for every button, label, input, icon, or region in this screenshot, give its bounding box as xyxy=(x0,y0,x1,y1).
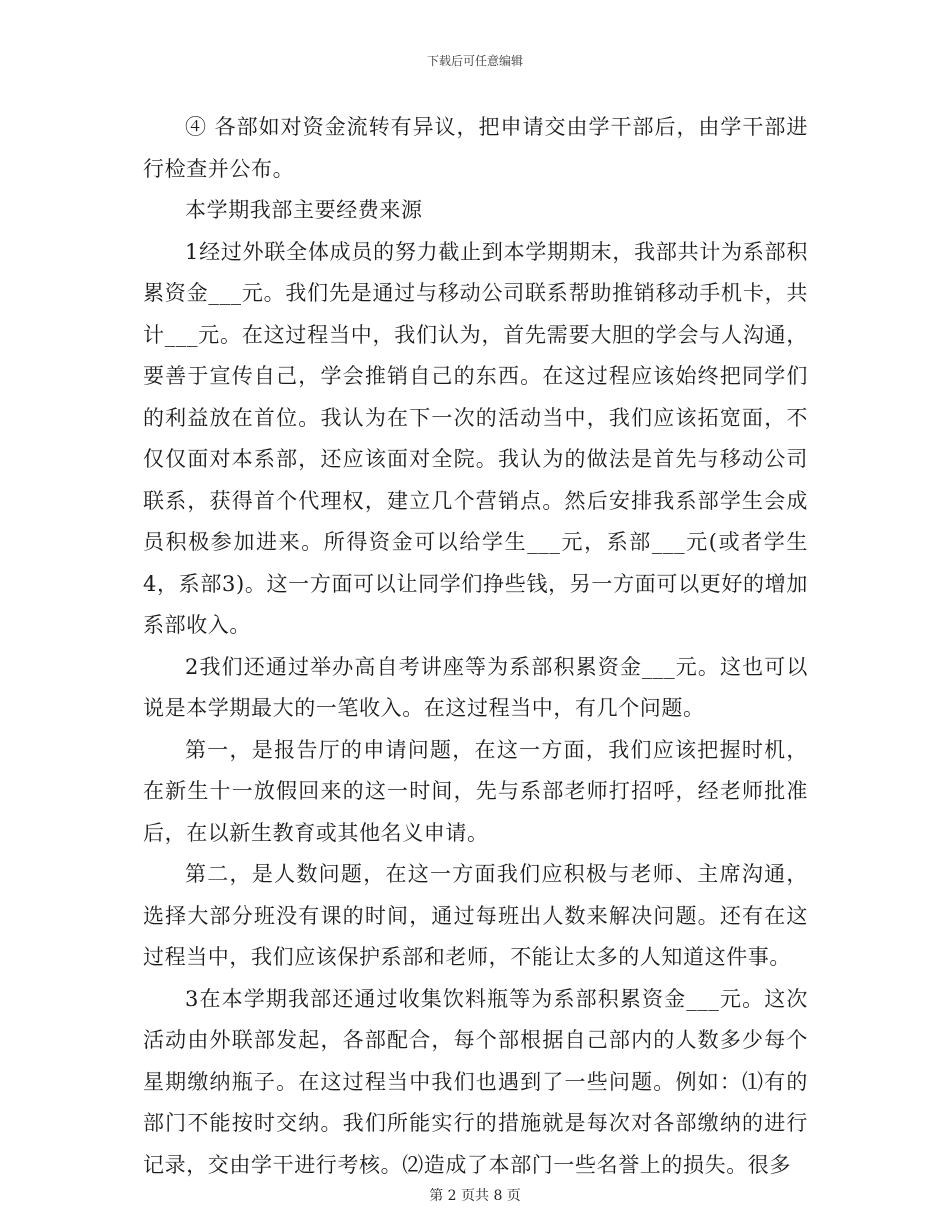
paragraph-mobile-card-sales: 1经过外联全体成员的努力截止到本学期期末，我部共计为系部积累资金___元。我们先是通过与移动公司联系帮助推销移动手机卡，共计___元。在这过程当中，我们认为，首先需要大胆的学会与人沟通，要善于宣传自己，学会推销自己的东西。在这过程应该始终把同学们的利益放在首位。我认为在下一次的活动当中，我们应该拓宽面，不仅仅面对本系部，还应该面对全院。我认为的做法是首先与移动公司联系，获得首个代理权，建立几个营销点。然后安排我系部学生会成员积极参加进来。所得资金可以给学生___元，系部___元(或者学生4，系部3)。这一方面可以让同学们挣些钱，另一方面可以更好的增加系部收入。 xyxy=(143,239,808,637)
paragraph-objection-review: ④ 各部如对资金流转有异议，把申请交由学干部后，由学干部进行检查并公布。 xyxy=(143,115,808,181)
paragraph-funding-heading: 本学期我部主要经费来源 xyxy=(185,198,423,222)
paragraph-bottle-collection: 3在本学期我部还通过收集饮料瓶等为系部积累资金___元。这次活动由外联部发起，各部配合，每个部根据自己部内的人数多少每个星期缴纳瓶子。在这过程当中我们也遇到了一些问题。例如：⑴有的部门不能按时交纳。我们所能实行的措施就是每次对各部缴纳的进行记录，交由学干进行考核。⑵造成了本部门一些名誉上的损失。很多 xyxy=(143,986,808,1177)
paragraph-attendance-issue: 第二，是人数问题，在这一方面我们应积极与老师、主席沟通，选择大部分班没有课的时间，通过每班出人数来解决问题。还有在这过程当中，我们应该保护系部和老师，不能让太多的人知道这件事。 xyxy=(143,862,808,969)
page-footer: 第 2 页共 8 页 xyxy=(429,1188,521,1204)
paragraph-hall-application: 第一，是报告厅的申请问题，在这一方面，我们应该把握时机，在新生十一放假回来的这一时间，先与系部老师打招呼，经老师批准后，在以新生教育或其他名义申请。 xyxy=(143,737,808,845)
document-body xyxy=(143,107,808,1186)
paragraph-lecture-income: 2我们还通过举办高自考讲座等为系部积累资金___元。这也可以说是本学期最大的一笔收入。在这过程当中，有几个问题。 xyxy=(143,654,808,720)
page-header: 下载后可任意编辑 xyxy=(426,54,523,68)
